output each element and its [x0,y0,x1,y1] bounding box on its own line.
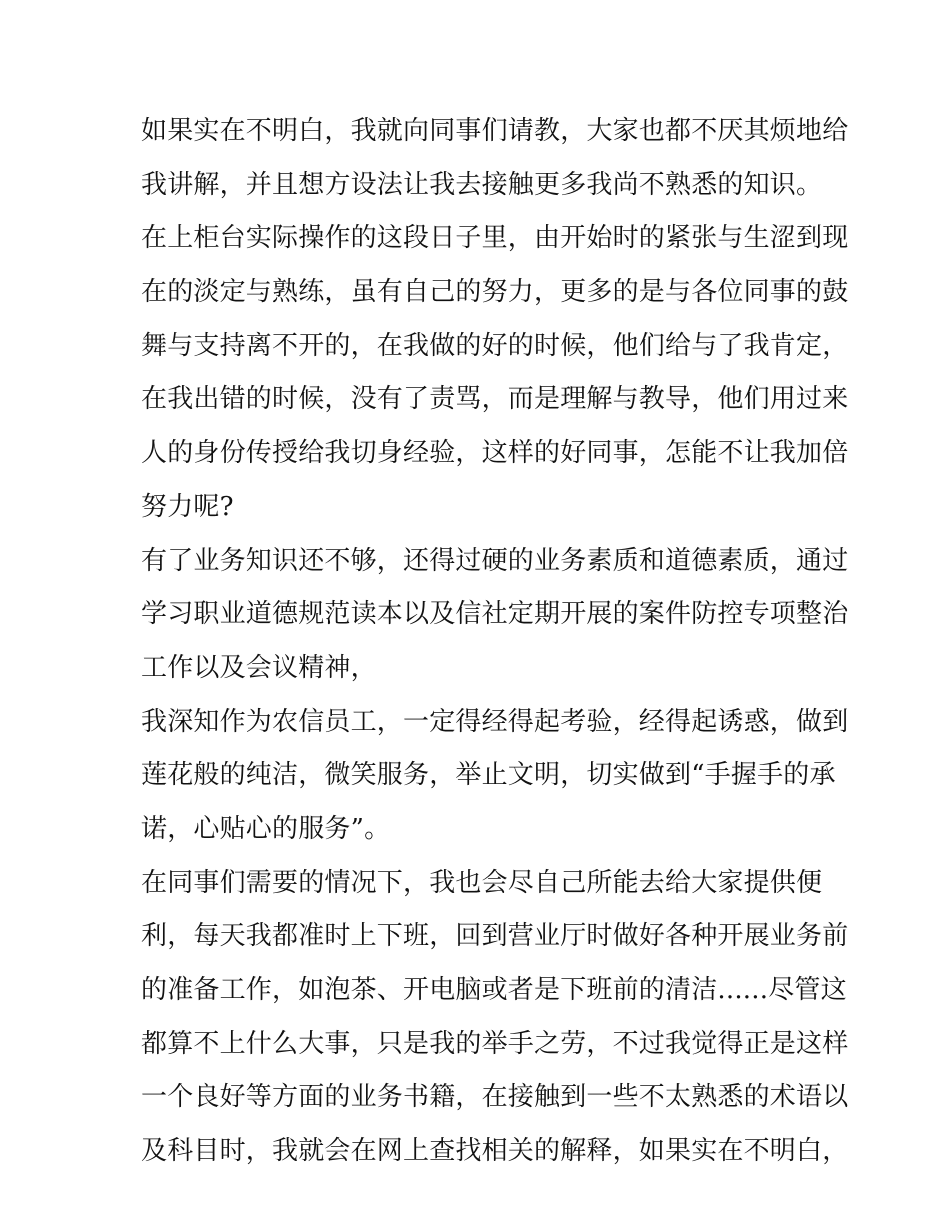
text-line: 在的淡定与熟练，虽有自己的努力，更多的是与各位同事的鼓 [141,277,849,308]
text-line: 都算不上什么大事，只是我的举手之劳，不过我觉得正是这样 [141,1028,849,1059]
text-line: 及科目时，我就会在网上查找相关的解释，如果实在不明白， [141,1136,849,1167]
text-line: 我讲解，并且想方设法让我去接触更多我尚不熟悉的知识。 [141,169,823,200]
text-line: 诺，心贴心的服务”。 [141,813,391,844]
text-line: 舞与支持离不开的，在我做的好的时候，他们给与了我肯定， [141,330,849,361]
text-line: 工作以及会议精神， [141,652,377,683]
text-line: 利，每天我都准时上下班，回到营业厅时做好各种开展业务前 [141,921,849,952]
body-text [141,109,849,1183]
text-line: 莲花般的纯洁，微笑服务，举止文明，切实做到“手握手的承 [141,760,836,791]
text-line: 有了业务知识还不够，还得过硬的业务素质和道德素质，通过 [141,545,849,576]
text-line: 一个良好等方面的业务书籍，在接触到一些不太熟悉的术语以 [141,1082,849,1113]
text-line: 的准备工作，如泡茶、开电脑或者是下班前的清洁......尽管这 [141,975,847,1005]
text-line: 在同事们需要的情况下，我也会尽自己所能去给大家提供便 [141,867,823,898]
text-line: 努力呢? [141,491,234,522]
text-line: 在上柜台实际操作的这段日子里，由开始时的紧张与生涩到现 [141,223,849,254]
text-line: 人的身份传授给我切身经验，这样的好同事，怎能不让我加倍 [141,438,849,469]
text-line: 学习职业道德规范读本以及信社定期开展的案件防控专项整治 [141,599,849,630]
text-line: 如果实在不明白，我就向同事们请教，大家也都不厌其烦地给 [141,116,849,146]
text-line: 在我出错的时候，没有了责骂，而是理解与教导，他们用过来 [141,384,849,415]
text-line: 我深知作为农信员工，一定得经得起考验，经得起诱惑，做到 [141,706,849,737]
